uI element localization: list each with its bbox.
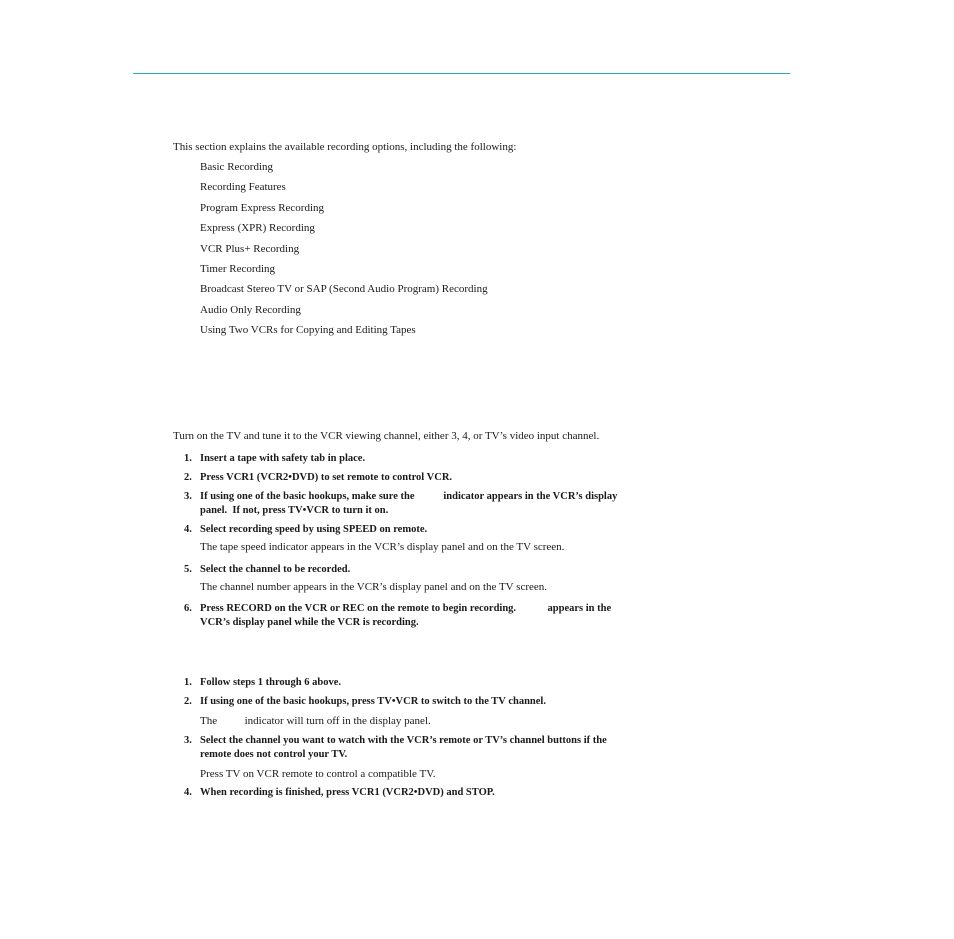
step-number: 6. bbox=[184, 603, 192, 614]
step-text: Insert a tape with safety tab in place. bbox=[200, 453, 366, 464]
step-text: Select the channel you want to watch with the VCR’s remote or TV’s channel buttons if the bbox=[200, 735, 607, 746]
step-number: 2. bbox=[184, 696, 192, 707]
step-text: Press RECORD on the VCR or REC on the remote to begin recording. appears in the bbox=[200, 603, 612, 614]
intro-text: This section explains the available recording options, including the following: bbox=[173, 141, 517, 153]
step-note: The tape speed indicator appears in the VCR’s display panel and on the TV screen. bbox=[200, 541, 565, 553]
step-text: If using one of the basic hookups, press TV•VCR to switch to the TV channel. bbox=[200, 696, 546, 707]
step-text: Select recording speed by using SPEED on remote. bbox=[200, 524, 428, 535]
list-item: Recording Features bbox=[200, 181, 286, 194]
list-item: Basic Recording bbox=[200, 161, 274, 173]
step-number: 1. bbox=[184, 453, 192, 464]
basic-recording-paragraph: Turn on the TV and tune it to the VCR viewing channel, either 3, 4, or TV’s video input channel. bbox=[173, 430, 600, 442]
list-item: Program Express Recording bbox=[200, 201, 325, 214]
step-text-continued: remote does not control your TV. bbox=[200, 748, 348, 760]
step-note: The channel number appears in the VCR’s display panel and on the TV screen. bbox=[200, 581, 548, 593]
step-number: 1. bbox=[184, 677, 192, 688]
step-text: Press VCR1 (VCR2•DVD) to set remote to control VCR. bbox=[200, 472, 453, 483]
step-number: 5. bbox=[184, 564, 192, 575]
list-item: Using Two VCRs for Copying and Editing Tapes bbox=[200, 324, 416, 337]
step-note: Press TV on VCR remote to control a compatible TV. bbox=[200, 768, 436, 780]
list-item: Express (XPR) Recording bbox=[200, 222, 315, 235]
step-text: Select the channel to be recorded. bbox=[200, 564, 351, 575]
step-number: 4. bbox=[184, 787, 192, 798]
step-number: 3. bbox=[184, 735, 192, 746]
list-item: Audio Only Recording bbox=[200, 303, 301, 316]
step-note: The indicator will turn off in the display panel. bbox=[200, 715, 431, 727]
step-number: 3. bbox=[184, 491, 192, 502]
step-text: If using one of the basic hookups, make sure the indicator appears in the VCR’s display bbox=[200, 491, 618, 502]
step-number: 2. bbox=[184, 472, 192, 483]
step-text-continued: VCR’s display panel while the VCR is recording. bbox=[200, 616, 419, 628]
step-number: 4. bbox=[184, 524, 192, 535]
list-item: Broadcast Stereo TV or SAP (Second Audio Program) Recording bbox=[200, 283, 488, 296]
list-item: VCR Plus+ Recording bbox=[200, 242, 300, 255]
step-text: Follow steps 1 through 6 above. bbox=[200, 677, 341, 688]
header-rule bbox=[133, 73, 790, 74]
recording-options-list bbox=[200, 160, 488, 344]
step-text: When recording is finished, press VCR1 (VCR2•DVD) and STOP. bbox=[200, 787, 495, 798]
list-item: Timer Recording bbox=[200, 262, 276, 275]
step-text-continued: panel. If not, press TV•VCR to turn it on. bbox=[200, 504, 389, 516]
